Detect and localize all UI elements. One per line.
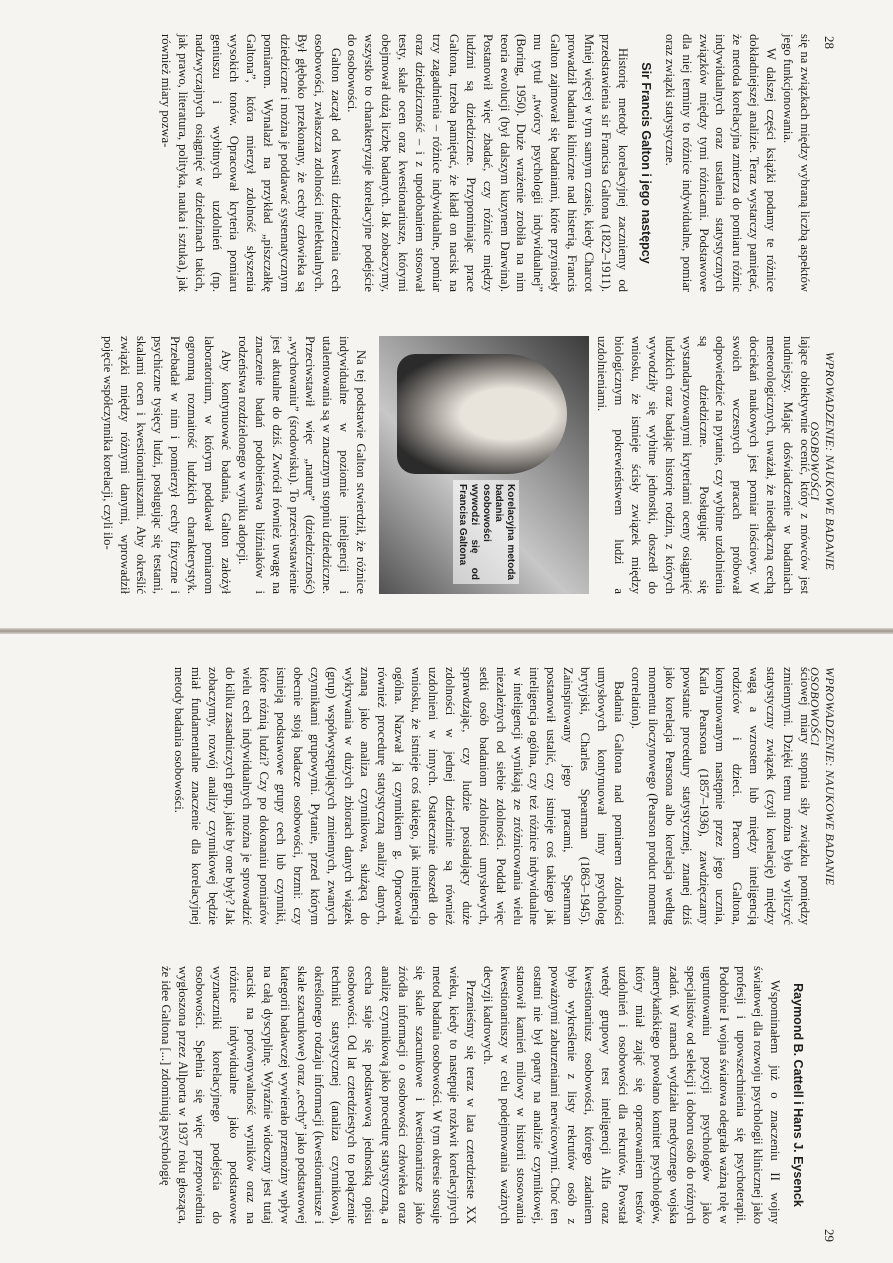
section-heading: Sir Francis Galton i jego następcy xyxy=(638,62,653,264)
running-header: WPROWADZENIE: NAUKOWE BADANIE OSOBOWOŚCI xyxy=(808,667,837,886)
running-header: WPROWADZENIE: NAUKOWE BADANIE OSOBOWOŚCI xyxy=(808,351,837,571)
right-column-2 xyxy=(158,966,813,1224)
left-column-2 xyxy=(99,336,813,594)
paragraph: lające obiektywnie ocenić, który z mówców jest nudniejszy. Mając doświadczenie w badaniach meteorologicznych, uważał, że nieodłączną cechą dociekań naukowych jest pomiar ilościowy. W swoich wczesnych pracach próbował odpowiedzieć na pytanie, czy wybitne uzdolnienia są dziedziczne. Posługując się wystandaryzowanymi kryteriami oceny osiągnięć ludzkich oraz badając historię rodzin, z których wywodziły się wybitne jednostki, doszedł do wniosku, że istnieje ścisły związek między biologicznym pokrewieństwem ludzi a uzdolnieniami. xyxy=(595,336,812,594)
left-page xyxy=(0,0,893,630)
portrait-image xyxy=(397,354,567,474)
right-page xyxy=(0,633,893,1263)
page-number: 29 xyxy=(822,1229,837,1242)
paragraph: Wspominałem już o znaczeniu II wojny światowej dla rozwoju psychologii klinicznej jako profesji i upowszechnienia się psychoterapii. Podobnie I wojna światowa odegrała ważną rolę w ugruntowaniu pozycji psychologów jako specjalistów od selekcji i doboru osób do różnych zadań. W ramach wydziału medycznego wojska amerykańskiego powołano komitet psychologów, który miał zająć się opracowaniem testów uzdolnień i osobowości dla rekrutów. Powstał wtedy grupowy test inteligencji Alfa oraz kwestionariusz osobowości, którego zadaniem było wykreślenie z listy rekrutów osób z poważnymi zaburzeniami nerwicowymi. Choć ten ostatni nie był oparty na analizie czynnikowej, stanowił kamień milowy w historii stosowania kwestionariuszy w celu podejmowania ważnych decyzji kadrowych. xyxy=(480,966,783,1224)
left-column-1 xyxy=(158,34,813,292)
paragraph: Galton zaczął od kwestii dziedziczenia cech osobowości, zwłaszcza zdolności intelektualnych. Był głęboko przekonany, że cechy człowieka są dziedziczne i można je poddawać systematycznym pomiarom. Wynalazł na przykład „piszczałkę Galtona”, która mierzył zdolność słyszenia wysokich tonów. Opracował kryteria pomiaru geniuszu i wybitnych uzdolnień (np. nadzwyczajnych osiągnięć w dziedzinach takich, jak prawo, literatura, polityka, nauka i sztuka), jak również miary pozwa- xyxy=(159,34,343,292)
page-number: 28 xyxy=(822,36,837,49)
paragraph: W dalszej części książki podamy te różnice dokładniejszej analizie. Teraz wystarczy pamiętać, że metoda korelacyjna zmierza do pomiaru różnic indywidualnych oraz ustalenia statystycznych związków między tymi różnicami. Podstawowe dla niej terminy to różnice indywidualne, pomiar oraz związki statystyczne. xyxy=(662,34,779,292)
paragraph: Na tej podstawie Galton stwierdził, że różnice indywidualne w poziomie inteligencji i utalentowania są w znacznym stopniu dziedziczne. Przeciwstawił więc „naturę” (dziedziczność) „wychowaniu” (środowisku). To przeciwstawienie jest aktualne do dziś. Zwrócił również uwagę na znaczenie badań podobieństwa bliźniaków i rodzeństwa rozdzielonego w wyniku adopcji. xyxy=(235,336,369,594)
section-heading: Raymond B. Cattell i Hans J. Eysenck xyxy=(791,983,805,1207)
galton-photo xyxy=(379,336,589,594)
paragraph: ściowej miary stopnia siły związku pomiędzy zmiennymi. Dzięki temu można było wyliczyć statystyczny związek (czyli korelację) między wagą a wzrostem lub między inteligencją rodziców i dzieci. Pracom Galtona, kontynuowanym następnie przez jego ucznia, Karla Pearsona (1857–1936), zawdzięczamy powstanie procedury statystycznej, znanej dziś jako korelacja Pearsona albo korelacja według momentu iloczynowego (Pearson product moment correlation). xyxy=(628,667,812,925)
right-column-1 xyxy=(171,667,813,925)
paragraph: się na związkach między wybraną liczbą aspektów jego funkcjonowania. xyxy=(781,34,812,292)
paragraph: Aby kontynuować badania, Galton założył laboratorium, w którym poddawał pomiarom ogromną rozmaitość ludzkich charakterystyk. Przebadał w nim i pomierzył cechy fizyczne i psychiczne tysięcy ludzi, posługując się testami, skalami ocen i kwestionariuszami. Aby określić związki między różnymi danymi, wprowadził pojęcie współczynnika korelacji, czyli ilo- xyxy=(100,336,233,594)
photo-caption xyxy=(453,480,519,584)
paragraph: Przenieśmy się teraz w lata czterdzieste XX wieku, kiedy to następuje rozkwit korelacyjnych metod badania osobowości. W tym okresie stosuje się skale szacunkowe i kwestionariusze jako źródła informacji o osobowości człowieka oraz analizę czynnikową jako procedurę statystyczną, a cecha staje się podstawową jednostką opisu osobowości. Od lat czterdziestych to połączenie techniki statystycznej (analiza czynnikowa), określonego rodzaju informacji (kwestionariusze i skale szacunkowe) oraz „cechy” jako podstawowej kategorii badawczej wywierało przemożny wpływ na całą dyscyplinę. Wyraźnie widoczny jest tutaj nacisk na porównywalność wyników oraz na różnice indywidualne jako podstawowe wyznaczniki korelacyjnego podejścia do osobowości. Spełnia się więc przepowiednia wygłoszona przez Allporta w 1937 roku głosząca, że idee Galtona [...] zdominują psychologię xyxy=(159,966,478,1224)
paragraph: Historię metody korelacyjnej zaczniemy od przedstawienia sir Francisa Galtona (1822–1911). Mniej więcej w tym samym czasie, kiedy Charcot prowadził badania kliniczne nad histerią, Francis Galton zajmował się badaniami, które przyniosły mu tytuł „twórcy psychologii indywidualnej” (Boring, 1950). Duże wrażenie zrobiła na nim teoria ewolucji (był dalszym kuzynem Darwina). Postanowił więc zbadać, czy różnice między ludźmi są dziedziczne. Przypominając prace Galtona, trzeba pamiętać, że kładł on nacisk na trzy zagadnienia – różnice indywidualne, pomiar oraz dziedziczność – i z upodobaniem stosował testy, skale ocen oraz kwestionariusze, którymi obejmował dużą liczbę badanych. Jak zobaczymy, wszystko to charakteryzuje korelacyjne podejście do osobowości. xyxy=(345,34,630,292)
paragraph: Badania Galtona nad pomiarem zdolności umysłowych kontynuował inny psycholog brytyjski, Charles Spearman (1863–1945). Zainspirowany jego pracami, Spearman postanowił ustalić, czy istnieje coś takiego jak inteligencja ogólna, czy też różnice indywidualne w inteligencji wynikają ze zróżnicowania wielu niezależnych od siebie zdolności. Poddał więc setki osób badaniom zdolności umysłowych, sprawdzając, czy ludzie posiadający duże zdolności w jednej dziedzinie są również uzdolnieni w innych. Ostatecznie doszedł do wniosku, że istnieje coś takiego, jak inteligencja ogólna. Nazwał ją czynnikiem g. Opracował również procedurę statystyczną analizy danych, znaną jako analiza czynnikowa, służącą do wykrywania w dużych zbiorach danych wiązek (grup) współwystępujących zmiennych, zwanych czynnikami grupowymi. Pytanie, przed którym obecnie stoją badacze osobowości, brzmi: czy istnieją podstawowe grupy cech lub czynniki, które różnią ludzi? Czy po dokonaniu pomiarów wielu cech indywidualnych można je sprowadzić do kilku zasadniczych grup, jakie by one były? Jak zobaczymy, rozwój analizy czynnikowej będzie miał fundamentalne znaczenie dla korelacyjnej metody badania osobowości. xyxy=(172,667,627,925)
photo-caption-text: Korelacyjna metoda badania osobowości wywodzi się od Francisa Galtona xyxy=(457,484,517,580)
